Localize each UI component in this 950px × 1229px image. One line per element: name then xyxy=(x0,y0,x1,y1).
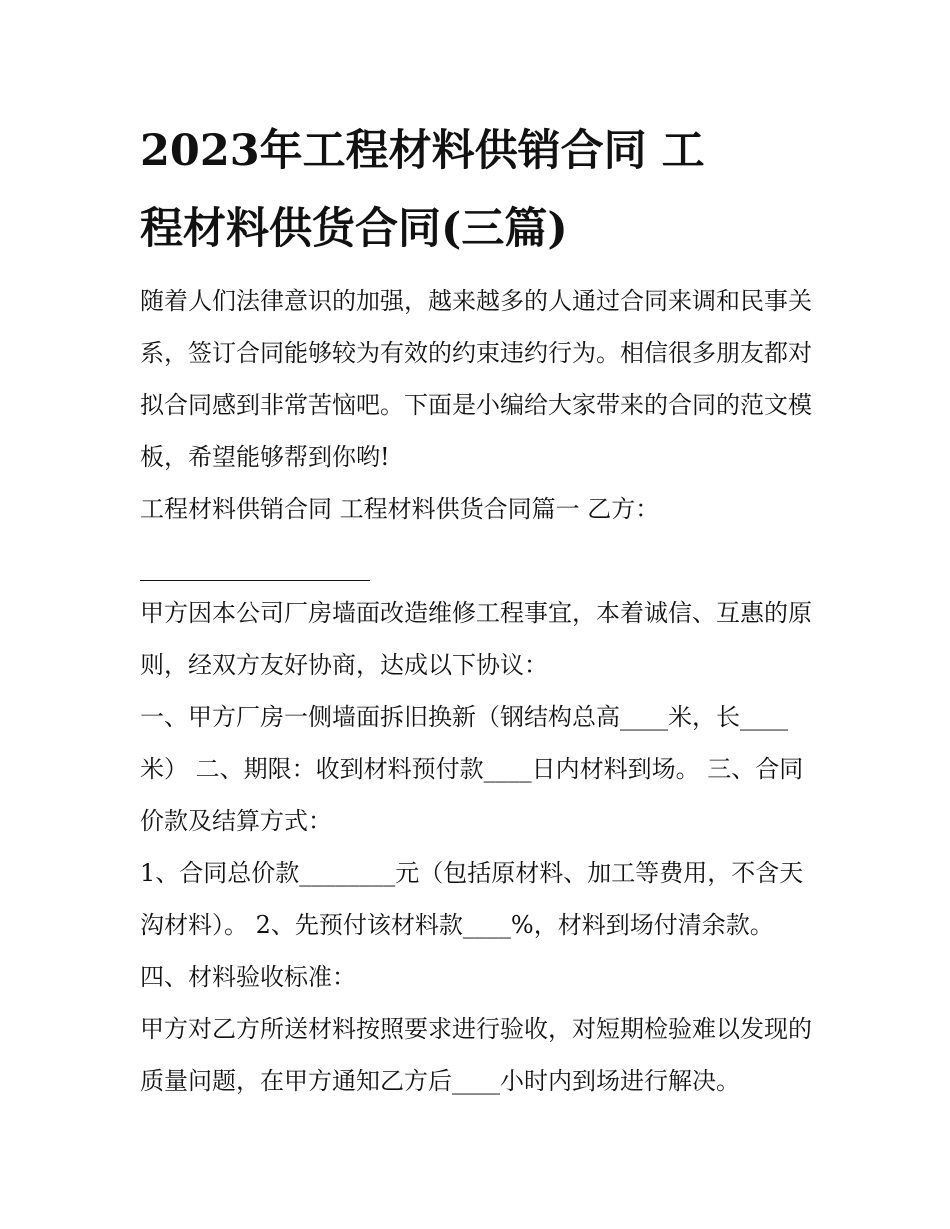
payment-clause-paragraph: 1、合同总价款________元（包括原材料、加工等费用，不含天沟材料）。 2、先预付该材料款____%，材料到场付清余款。 四、材料验收标准： xyxy=(140,859,804,991)
document-body xyxy=(140,275,815,1107)
document-title xyxy=(140,112,820,268)
title-line-1: 2023年工程材料供销合同 工 xyxy=(140,126,705,176)
signature-blank-line xyxy=(140,535,370,587)
intro-paragraph: 随着人们法律意识的加强，越来越多的人通过合同来调和民事关系，签订合同能够较为有效的约束违约行为。相信很多朋友都对拟合同感到非常苦恼吧。下面是小编给大家带来的合同的范文模板，希望能够帮到你哟! xyxy=(140,287,812,471)
title-line-2: 程材料供货合同(三篇) xyxy=(140,204,568,254)
acceptance-clause-paragraph: 甲方对乙方所送材料按照要求进行验收，对短期检验难以发现的质量问题，在甲方通知乙方后____小时内到场进行解决。 xyxy=(140,1015,812,1095)
contract-heading-paragraph: 工程材料供销合同 工程材料供货合同篇一 乙方： xyxy=(140,495,660,523)
clause-one-paragraph: 一、甲方厂房一侧墙面拆旧换新（钢结构总高____米，长____米） 二、期限：收到材料预付款____日内材料到场。 三、合同价款及结算方式： xyxy=(140,703,804,835)
preamble-paragraph: 甲方因本公司厂房墙面改造维修工程事宜，本着诚信、互惠的原则，经双方友好协商，达成以下协议： xyxy=(140,599,812,679)
